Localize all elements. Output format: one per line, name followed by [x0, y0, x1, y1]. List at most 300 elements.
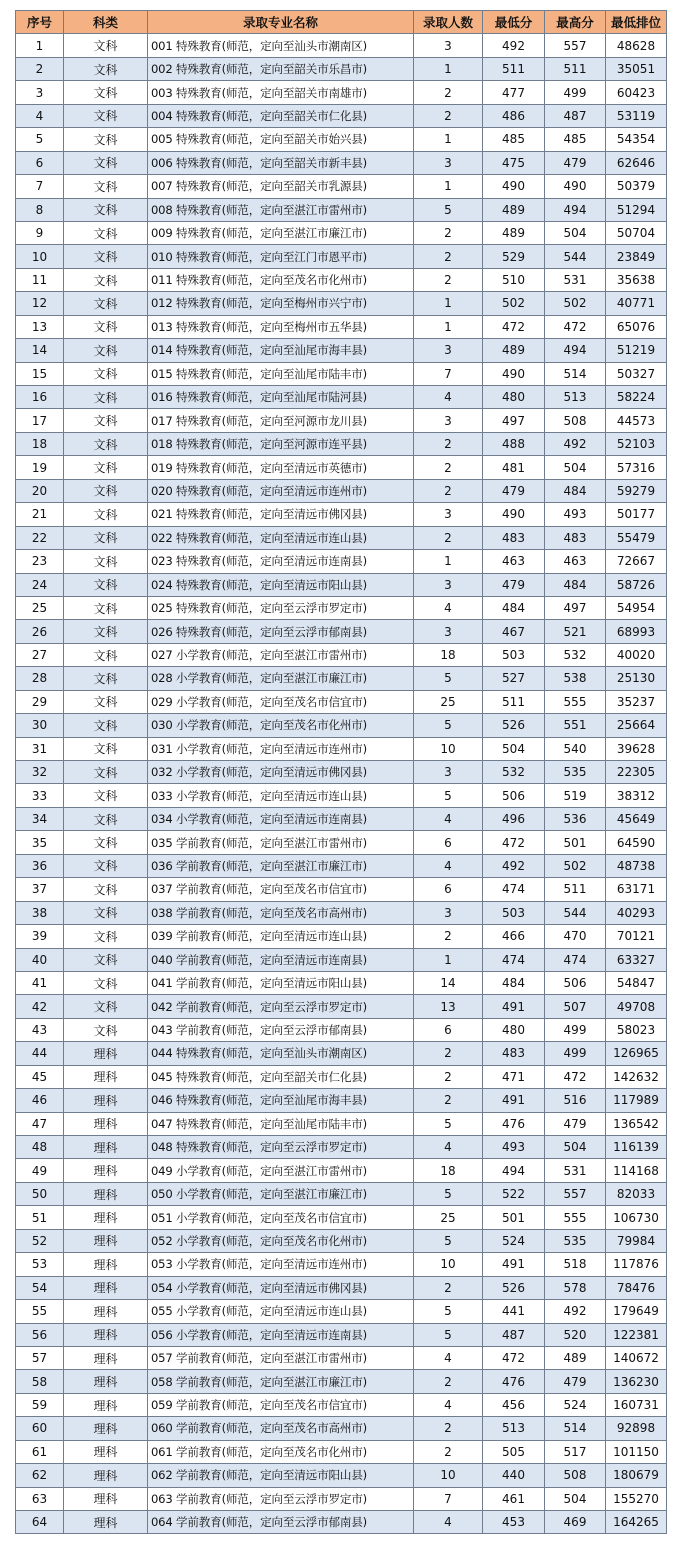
cell-category: 文科: [64, 784, 148, 807]
cell-category: 理科: [64, 1300, 148, 1323]
cell-admitted-count: 2: [414, 1440, 483, 1463]
cell-min-rank: 136230: [606, 1370, 667, 1393]
cell-min-rank: 35051: [606, 57, 667, 80]
cell-major: 026 特殊教育(师范，定向至云浮市郁南县): [148, 620, 414, 643]
cell-major: 044 特殊教育(师范，定向至汕头市潮南区): [148, 1042, 414, 1065]
cell-category: 文科: [64, 432, 148, 455]
cell-min-rank: 23849: [606, 245, 667, 268]
cell-major: 027 小学教育(师范，定向至湛江市雷州市): [148, 643, 414, 666]
table-row: [16, 737, 667, 760]
cell-category: 文科: [64, 526, 148, 549]
cell-index: 12: [16, 292, 64, 315]
table-row: [16, 339, 667, 362]
cell-index: 14: [16, 339, 64, 362]
table-row: [16, 854, 667, 877]
cell-min-score: 480: [483, 386, 545, 409]
table-row: [16, 995, 667, 1018]
cell-index: 26: [16, 620, 64, 643]
cell-min-score: 513: [483, 1417, 545, 1440]
cell-max-score: 508: [545, 1464, 606, 1487]
cell-index: 24: [16, 573, 64, 596]
cell-min-score: 474: [483, 878, 545, 901]
cell-admitted-count: 4: [414, 854, 483, 877]
cell-category: 理科: [64, 1487, 148, 1510]
cell-min-score: 472: [483, 831, 545, 854]
cell-category: 文科: [64, 198, 148, 221]
cell-min-score: 494: [483, 1159, 545, 1182]
cell-admitted-count: 3: [414, 151, 483, 174]
cell-max-score: 485: [545, 128, 606, 151]
cell-min-rank: 106730: [606, 1206, 667, 1229]
cell-category: 文科: [64, 690, 148, 713]
cell-major: 021 特殊教育(师范，定向至清远市佛冈县): [148, 503, 414, 526]
cell-min-rank: 59279: [606, 479, 667, 502]
table-row: [16, 151, 667, 174]
cell-min-score: 441: [483, 1300, 545, 1323]
cell-max-score: 520: [545, 1323, 606, 1346]
cell-max-score: 578: [545, 1276, 606, 1299]
cell-max-score: 494: [545, 339, 606, 362]
cell-category: 文科: [64, 831, 148, 854]
cell-index: 40: [16, 948, 64, 971]
cell-admitted-count: 3: [414, 503, 483, 526]
cell-major: 052 小学教育(师范，定向至茂名市化州市): [148, 1229, 414, 1252]
cell-max-score: 511: [545, 878, 606, 901]
cell-major: 054 小学教育(师范，定向至清远市佛冈县): [148, 1276, 414, 1299]
cell-admitted-count: 5: [414, 1323, 483, 1346]
cell-min-rank: 55479: [606, 526, 667, 549]
cell-category: 文科: [64, 503, 148, 526]
cell-max-score: 484: [545, 479, 606, 502]
cell-min-score: 475: [483, 151, 545, 174]
cell-index: 32: [16, 761, 64, 784]
cell-admitted-count: 1: [414, 128, 483, 151]
cell-index: 19: [16, 456, 64, 479]
table-row: [16, 409, 667, 432]
cell-major: 030 小学教育(师范，定向至茂名市化州市): [148, 714, 414, 737]
cell-min-rank: 25130: [606, 667, 667, 690]
cell-min-rank: 39628: [606, 737, 667, 760]
cell-min-rank: 51294: [606, 198, 667, 221]
table-header: [16, 11, 667, 34]
cell-max-score: 507: [545, 995, 606, 1018]
cell-min-score: 491: [483, 1089, 545, 1112]
cell-max-score: 492: [545, 432, 606, 455]
header-major: 录取专业名称: [148, 11, 414, 34]
cell-min-score: 510: [483, 268, 545, 291]
cell-admitted-count: 4: [414, 1393, 483, 1416]
cell-min-score: 493: [483, 1136, 545, 1159]
cell-min-rank: 40293: [606, 901, 667, 924]
cell-index: 38: [16, 901, 64, 924]
cell-index: 49: [16, 1159, 64, 1182]
cell-major: 034 小学教育(师范，定向至清远市连南县): [148, 807, 414, 830]
table-row: [16, 1136, 667, 1159]
cell-min-rank: 40771: [606, 292, 667, 315]
cell-max-score: 499: [545, 81, 606, 104]
cell-min-score: 461: [483, 1487, 545, 1510]
cell-max-score: 502: [545, 854, 606, 877]
cell-min-rank: 58023: [606, 1018, 667, 1041]
cell-category: 文科: [64, 386, 148, 409]
cell-min-rank: 54354: [606, 128, 667, 151]
cell-admitted-count: 6: [414, 831, 483, 854]
cell-min-score: 491: [483, 1253, 545, 1276]
cell-major: 016 特殊教育(师范，定向至汕尾市陆河县): [148, 386, 414, 409]
cell-major: 008 特殊教育(师范，定向至湛江市雷州市): [148, 198, 414, 221]
cell-admitted-count: 4: [414, 1346, 483, 1369]
cell-max-score: 516: [545, 1089, 606, 1112]
cell-max-score: 540: [545, 737, 606, 760]
cell-category: 文科: [64, 57, 148, 80]
cell-min-score: 522: [483, 1182, 545, 1205]
cell-min-rank: 53119: [606, 104, 667, 127]
cell-admitted-count: 3: [414, 573, 483, 596]
cell-min-score: 453: [483, 1511, 545, 1534]
cell-max-score: 504: [545, 1136, 606, 1159]
cell-min-score: 485: [483, 128, 545, 151]
cell-major: 064 学前教育(师范，定向至云浮市郁南县): [148, 1511, 414, 1534]
cell-admitted-count: 2: [414, 1089, 483, 1112]
cell-max-score: 518: [545, 1253, 606, 1276]
table-row: [16, 1042, 667, 1065]
cell-category: 理科: [64, 1440, 148, 1463]
cell-index: 28: [16, 667, 64, 690]
cell-major: 056 小学教育(师范，定向至清远市连南县): [148, 1323, 414, 1346]
cell-min-score: 503: [483, 901, 545, 924]
cell-admitted-count: 2: [414, 104, 483, 127]
header-min-rank: 最低排位: [606, 11, 667, 34]
cell-admitted-count: 5: [414, 1229, 483, 1252]
table-row: [16, 1464, 667, 1487]
cell-min-score: 456: [483, 1393, 545, 1416]
cell-min-score: 532: [483, 761, 545, 784]
cell-admitted-count: 2: [414, 456, 483, 479]
cell-admitted-count: 10: [414, 737, 483, 760]
cell-admitted-count: 1: [414, 550, 483, 573]
cell-min-rank: 54954: [606, 596, 667, 619]
cell-min-score: 501: [483, 1206, 545, 1229]
table-row: [16, 1370, 667, 1393]
cell-index: 48: [16, 1136, 64, 1159]
cell-major: 004 特殊教育(师范，定向至韶关市仁化县): [148, 104, 414, 127]
table-row: [16, 620, 667, 643]
cell-max-score: 504: [545, 221, 606, 244]
cell-min-rank: 62646: [606, 151, 667, 174]
cell-max-score: 479: [545, 1370, 606, 1393]
cell-index: 9: [16, 221, 64, 244]
table-row: [16, 1253, 667, 1276]
cell-max-score: 511: [545, 57, 606, 80]
cell-max-score: 544: [545, 901, 606, 924]
cell-max-score: 470: [545, 925, 606, 948]
cell-category: 文科: [64, 761, 148, 784]
cell-max-score: 536: [545, 807, 606, 830]
table-row: [16, 1346, 667, 1369]
table-row: [16, 292, 667, 315]
cell-min-score: 479: [483, 573, 545, 596]
header-category: 科类: [64, 11, 148, 34]
cell-index: 30: [16, 714, 64, 737]
table-row: [16, 479, 667, 502]
cell-max-score: 551: [545, 714, 606, 737]
cell-major: 043 学前教育(师范，定向至云浮市郁南县): [148, 1018, 414, 1041]
table-row: [16, 878, 667, 901]
cell-min-rank: 45649: [606, 807, 667, 830]
cell-category: 文科: [64, 315, 148, 338]
table-row: [16, 1417, 667, 1440]
cell-index: 57: [16, 1346, 64, 1369]
cell-min-rank: 82033: [606, 1182, 667, 1205]
table-row: [16, 714, 667, 737]
cell-major: 033 小学教育(师范，定向至清远市连山县): [148, 784, 414, 807]
cell-admitted-count: 4: [414, 1136, 483, 1159]
table-row: [16, 1182, 667, 1205]
cell-max-score: 535: [545, 1229, 606, 1252]
cell-category: 理科: [64, 1182, 148, 1205]
cell-category: 理科: [64, 1370, 148, 1393]
cell-admitted-count: 2: [414, 1042, 483, 1065]
cell-max-score: 501: [545, 831, 606, 854]
cell-admitted-count: 2: [414, 479, 483, 502]
table-row: [16, 1112, 667, 1135]
cell-index: 50: [16, 1182, 64, 1205]
cell-max-score: 514: [545, 362, 606, 385]
cell-index: 52: [16, 1229, 64, 1252]
cell-index: 21: [16, 503, 64, 526]
cell-admitted-count: 5: [414, 784, 483, 807]
cell-major: 029 小学教育(师范，定向至茂名市信宜市): [148, 690, 414, 713]
cell-min-rank: 64590: [606, 831, 667, 854]
cell-min-score: 472: [483, 1346, 545, 1369]
cell-index: 4: [16, 104, 64, 127]
table-row: [16, 1089, 667, 1112]
cell-major: 024 特殊教育(师范，定向至清远市阳山县): [148, 573, 414, 596]
cell-min-rank: 68993: [606, 620, 667, 643]
cell-category: 理科: [64, 1229, 148, 1252]
table-row: [16, 1065, 667, 1088]
admission-table: [15, 10, 667, 1534]
cell-category: 理科: [64, 1393, 148, 1416]
cell-major: 058 学前教育(师范，定向至湛江市廉江市): [148, 1370, 414, 1393]
table-row: [16, 761, 667, 784]
cell-max-score: 469: [545, 1511, 606, 1534]
cell-min-rank: 160731: [606, 1393, 667, 1416]
cell-category: 文科: [64, 854, 148, 877]
cell-category: 理科: [64, 1253, 148, 1276]
cell-min-rank: 79984: [606, 1229, 667, 1252]
cell-min-rank: 57316: [606, 456, 667, 479]
cell-major: 001 特殊教育(师范，定向至汕头市潮南区): [148, 34, 414, 57]
cell-min-score: 466: [483, 925, 545, 948]
cell-category: 文科: [64, 948, 148, 971]
cell-min-rank: 58726: [606, 573, 667, 596]
table-row: [16, 596, 667, 619]
cell-min-score: 511: [483, 690, 545, 713]
cell-index: 10: [16, 245, 64, 268]
cell-index: 6: [16, 151, 64, 174]
cell-min-rank: 63171: [606, 878, 667, 901]
cell-min-rank: 72667: [606, 550, 667, 573]
cell-max-score: 484: [545, 573, 606, 596]
cell-admitted-count: 2: [414, 81, 483, 104]
cell-min-rank: 40020: [606, 643, 667, 666]
cell-major: 049 小学教育(师范，定向至湛江市雷州市): [148, 1159, 414, 1182]
cell-admitted-count: 7: [414, 1487, 483, 1510]
cell-admitted-count: 1: [414, 292, 483, 315]
cell-index: 46: [16, 1089, 64, 1112]
table-row: [16, 971, 667, 994]
cell-max-score: 532: [545, 643, 606, 666]
cell-max-score: 504: [545, 1487, 606, 1510]
cell-admitted-count: 14: [414, 971, 483, 994]
cell-index: 54: [16, 1276, 64, 1299]
header-index: 序号: [16, 11, 64, 34]
cell-admitted-count: 3: [414, 34, 483, 57]
header-row: [16, 11, 667, 34]
cell-max-score: 499: [545, 1018, 606, 1041]
cell-min-score: 489: [483, 198, 545, 221]
cell-max-score: 472: [545, 1065, 606, 1088]
cell-index: 55: [16, 1300, 64, 1323]
cell-min-rank: 50177: [606, 503, 667, 526]
cell-min-score: 489: [483, 221, 545, 244]
cell-admitted-count: 13: [414, 995, 483, 1018]
cell-category: 文科: [64, 268, 148, 291]
cell-min-score: 477: [483, 81, 545, 104]
cell-min-rank: 25664: [606, 714, 667, 737]
cell-major: 014 特殊教育(师范，定向至汕尾市海丰县): [148, 339, 414, 362]
cell-max-score: 557: [545, 34, 606, 57]
cell-max-score: 499: [545, 1042, 606, 1065]
cell-major: 005 特殊教育(师范，定向至韶关市始兴县): [148, 128, 414, 151]
cell-admitted-count: 2: [414, 1276, 483, 1299]
cell-major: 062 学前教育(师范，定向至清远市阳山县): [148, 1464, 414, 1487]
cell-admitted-count: 3: [414, 339, 483, 362]
cell-min-score: 472: [483, 315, 545, 338]
table-row: [16, 784, 667, 807]
cell-max-score: 504: [545, 456, 606, 479]
cell-category: 文科: [64, 596, 148, 619]
cell-min-rank: 38312: [606, 784, 667, 807]
cell-category: 文科: [64, 81, 148, 104]
cell-min-rank: 122381: [606, 1323, 667, 1346]
cell-major: 048 特殊教育(师范，定向至云浮市罗定市): [148, 1136, 414, 1159]
cell-major: 010 特殊教育(师范，定向至江门市恩平市): [148, 245, 414, 268]
cell-major: 012 特殊教育(师范，定向至梅州市兴宁市): [148, 292, 414, 315]
cell-min-score: 524: [483, 1229, 545, 1252]
cell-index: 44: [16, 1042, 64, 1065]
cell-index: 18: [16, 432, 64, 455]
cell-min-score: 483: [483, 526, 545, 549]
cell-index: 36: [16, 854, 64, 877]
cell-index: 23: [16, 550, 64, 573]
cell-admitted-count: 2: [414, 1065, 483, 1088]
cell-category: 理科: [64, 1136, 148, 1159]
cell-major: 003 特殊教育(师范，定向至韶关市南雄市): [148, 81, 414, 104]
table-row: [16, 1300, 667, 1323]
cell-major: 023 特殊教育(师范，定向至清远市连南县): [148, 550, 414, 573]
table-row: [16, 667, 667, 690]
cell-category: 文科: [64, 737, 148, 760]
cell-category: 文科: [64, 456, 148, 479]
cell-index: 61: [16, 1440, 64, 1463]
cell-min-score: 476: [483, 1112, 545, 1135]
cell-index: 58: [16, 1370, 64, 1393]
cell-category: 理科: [64, 1042, 148, 1065]
cell-min-rank: 140672: [606, 1346, 667, 1369]
cell-category: 文科: [64, 1018, 148, 1041]
cell-index: 33: [16, 784, 64, 807]
cell-category: 文科: [64, 245, 148, 268]
cell-category: 理科: [64, 1112, 148, 1135]
cell-major: 039 学前教育(师范，定向至清远市连山县): [148, 925, 414, 948]
cell-category: 文科: [64, 550, 148, 573]
cell-index: 22: [16, 526, 64, 549]
cell-major: 011 特殊教育(师范，定向至茂名市化州市): [148, 268, 414, 291]
cell-index: 56: [16, 1323, 64, 1346]
cell-max-score: 492: [545, 1300, 606, 1323]
cell-max-score: 474: [545, 948, 606, 971]
cell-category: 文科: [64, 714, 148, 737]
cell-index: 7: [16, 175, 64, 198]
cell-category: 文科: [64, 128, 148, 151]
cell-min-score: 526: [483, 1276, 545, 1299]
cell-max-score: 557: [545, 1182, 606, 1205]
cell-index: 11: [16, 268, 64, 291]
cell-min-score: 529: [483, 245, 545, 268]
cell-admitted-count: 1: [414, 315, 483, 338]
cell-index: 29: [16, 690, 64, 713]
table-row: [16, 432, 667, 455]
cell-admitted-count: 2: [414, 925, 483, 948]
cell-category: 文科: [64, 104, 148, 127]
cell-max-score: 502: [545, 292, 606, 315]
cell-min-score: 492: [483, 34, 545, 57]
cell-max-score: 535: [545, 761, 606, 784]
cell-max-score: 531: [545, 1159, 606, 1182]
cell-max-score: 519: [545, 784, 606, 807]
table-row: [16, 550, 667, 573]
table-row: [16, 925, 667, 948]
cell-min-rank: 65076: [606, 315, 667, 338]
cell-admitted-count: 2: [414, 526, 483, 549]
table-row: [16, 573, 667, 596]
cell-category: 文科: [64, 620, 148, 643]
table-row: [16, 1276, 667, 1299]
cell-min-score: 486: [483, 104, 545, 127]
cell-index: 37: [16, 878, 64, 901]
cell-major: 041 学前教育(师范，定向至清远市阳山县): [148, 971, 414, 994]
cell-min-score: 484: [483, 971, 545, 994]
table-row: [16, 1323, 667, 1346]
cell-major: 040 学前教育(师范，定向至清远市连南县): [148, 948, 414, 971]
cell-admitted-count: 7: [414, 362, 483, 385]
table-row: [16, 526, 667, 549]
cell-major: 015 特殊教育(师范，定向至汕尾市陆丰市): [148, 362, 414, 385]
cell-category: 文科: [64, 292, 148, 315]
cell-category: 文科: [64, 479, 148, 502]
table-row: [16, 315, 667, 338]
cell-max-score: 497: [545, 596, 606, 619]
cell-min-rank: 49708: [606, 995, 667, 1018]
cell-max-score: 479: [545, 151, 606, 174]
cell-min-score: 504: [483, 737, 545, 760]
cell-index: 16: [16, 386, 64, 409]
cell-major: 060 学前教育(师范，定向至茂名市高州市): [148, 1417, 414, 1440]
cell-index: 25: [16, 596, 64, 619]
cell-min-rank: 52103: [606, 432, 667, 455]
